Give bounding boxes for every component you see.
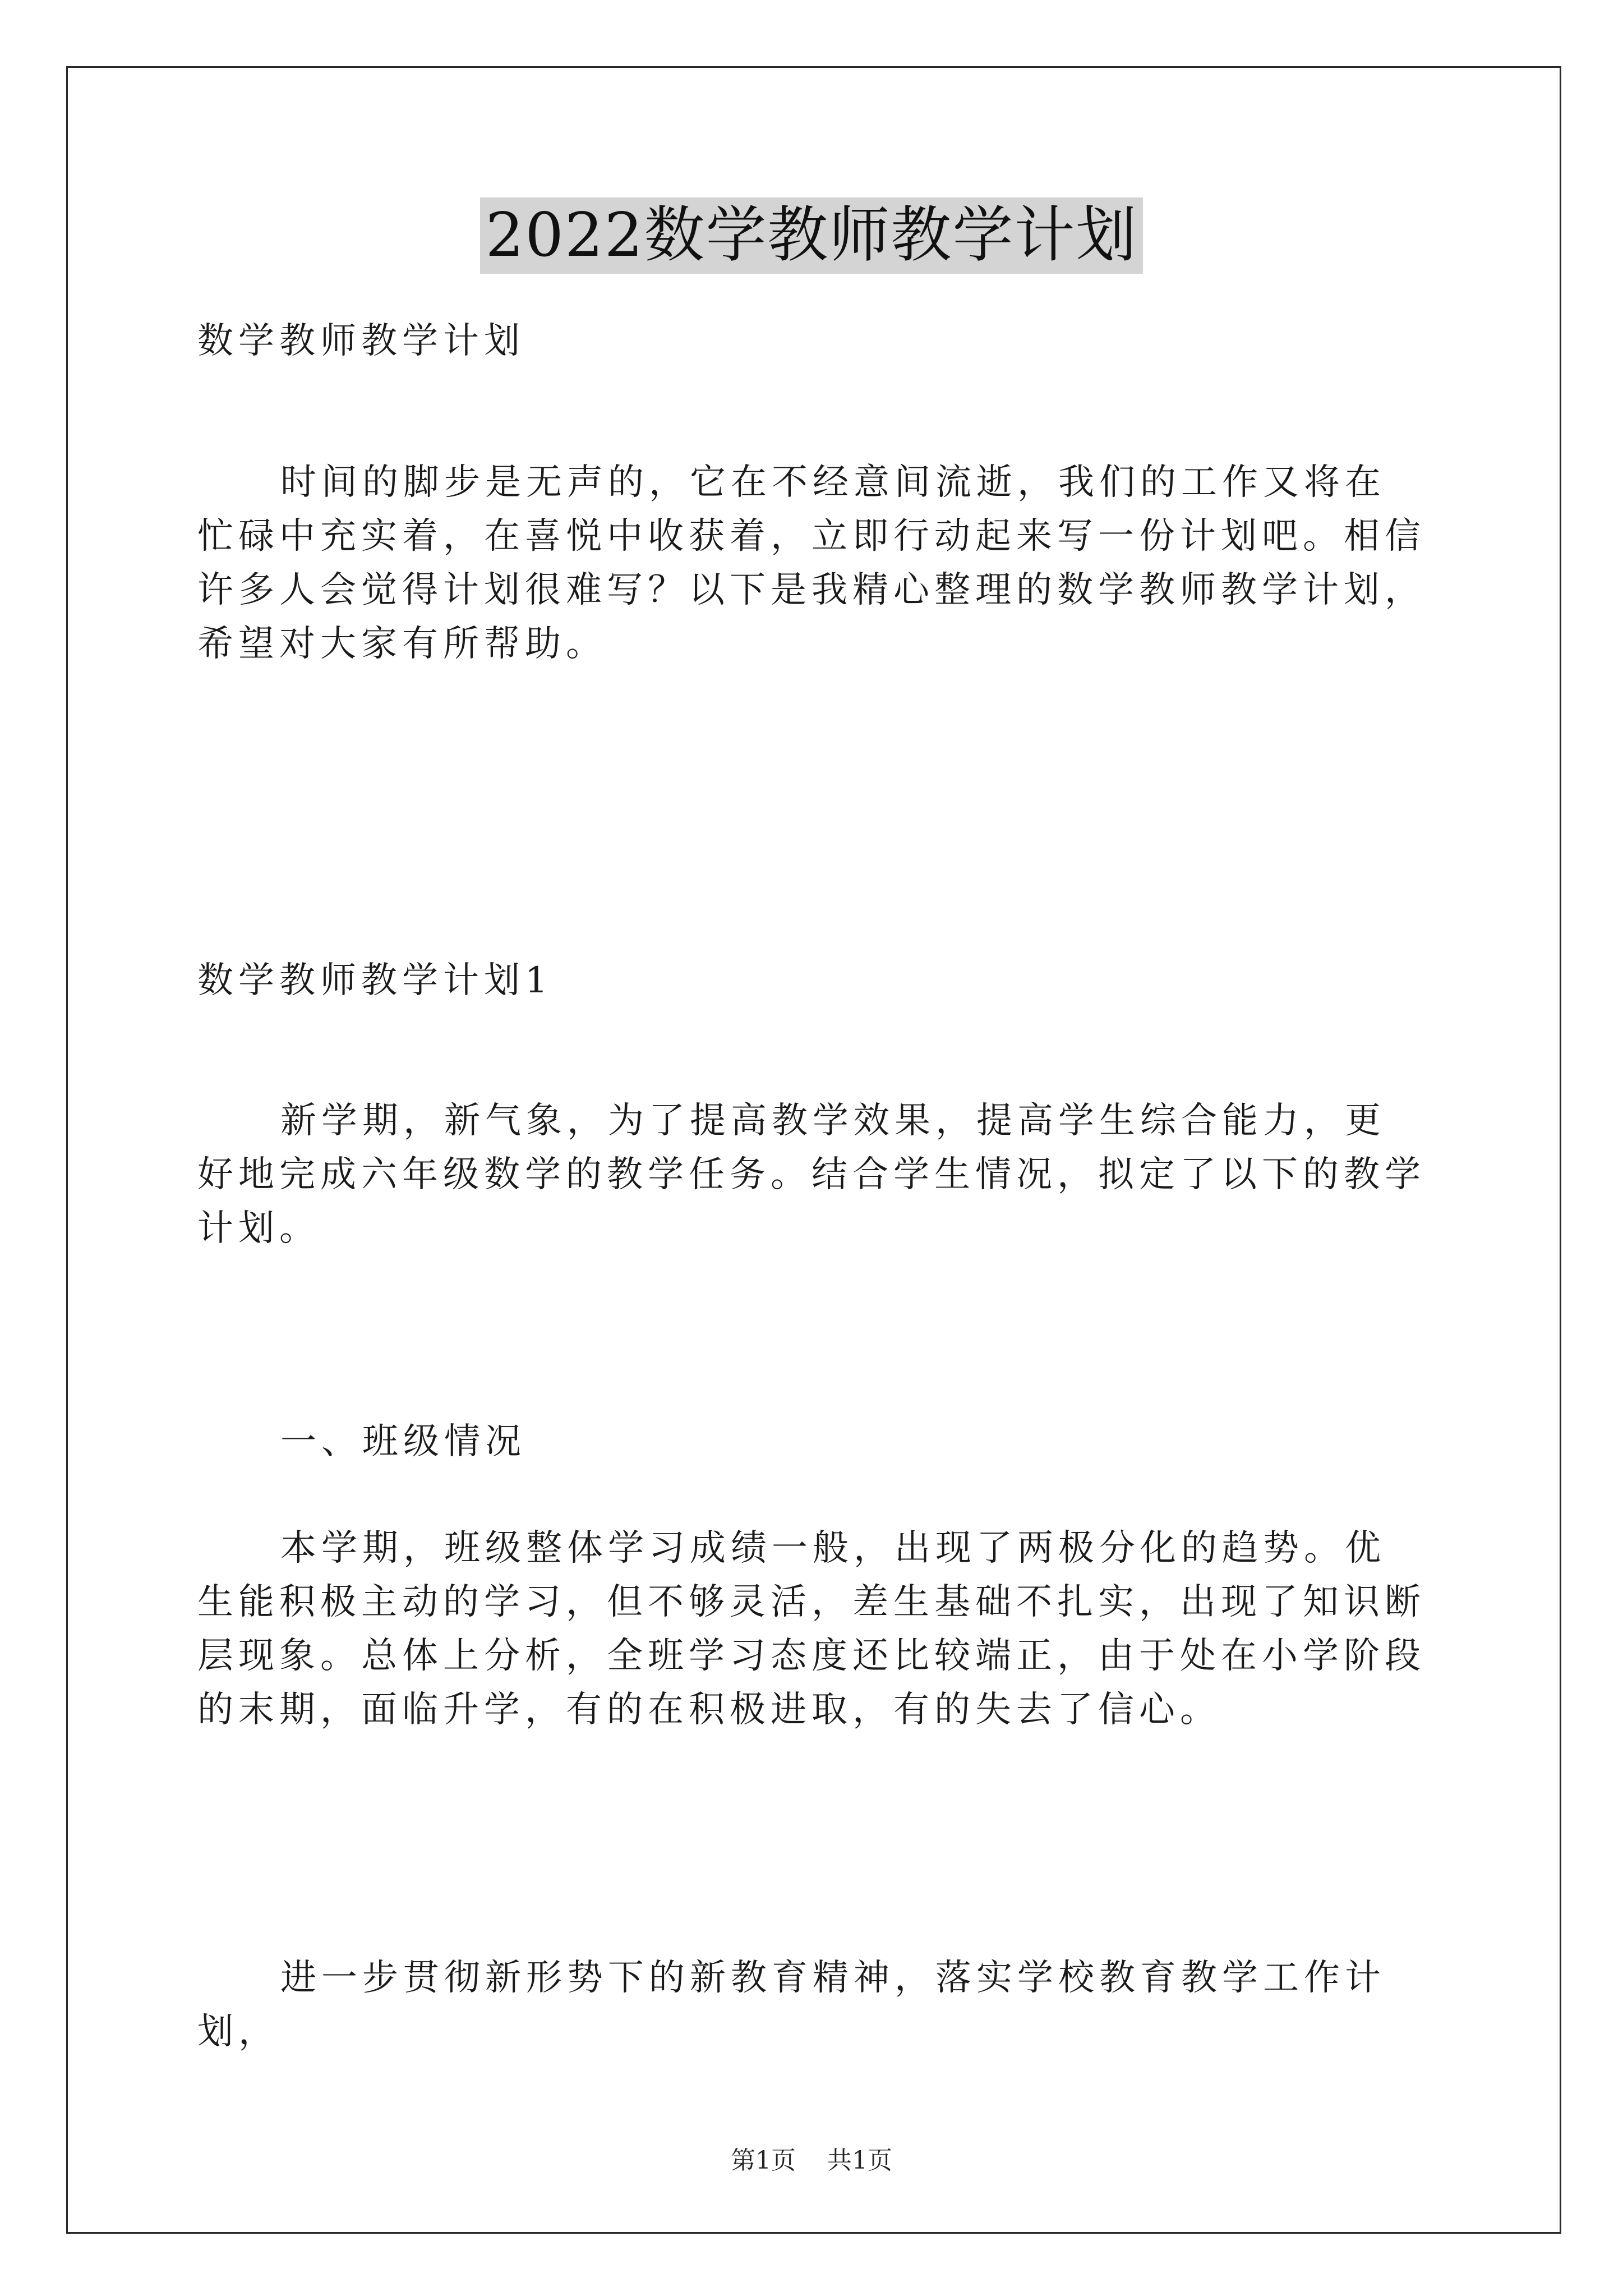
paragraph-1: 新学期，新气象，为了提高教学效果，提高学生综合能力，更好地完成六年级数学的教学任务。结合学生情况，拟定了以下的教学计划。 (197, 1100, 1426, 1249)
page-number: 第1页 (731, 2146, 796, 2175)
subtitle: 数学教师教学计划 (197, 320, 525, 362)
title-wrap (0, 197, 1623, 274)
paragraph-2: 本学期，班级整体学习成绩一般，出现了两极分化的趋势。优生能积极主动的学习，但不够灵活，差生基础不扎实，出现了知识断层现象。总体上分析，全班学习态度还比较端正，由于处在小学阶段的末期，面临升学，有的在积极进取，有的失去了信心。 (197, 1527, 1426, 1731)
paragraph-3: 进一步贯彻新形势下的新教育精神，落实学校教育教学工作计划， (197, 1957, 1386, 2053)
intro-paragraph: 时间的脚步是无声的，它在不经意间流逝，我们的工作又将在忙碌中充实着，在喜悦中收获着，立即行动起来写一份计划吧。相信许多人会觉得计划很难写？以下是我精心整理的数学教师教学计划，希望对大家有所帮助。 (197, 462, 1426, 665)
page-total: 共1页 (827, 2146, 892, 2175)
document-title: 2022数学教师教学计划 (480, 197, 1144, 274)
section-heading: 数学教师教学计划1 (197, 960, 553, 1001)
class-heading: 一、班级情况 (280, 1421, 526, 1462)
page-footer (0, 2145, 1623, 2177)
